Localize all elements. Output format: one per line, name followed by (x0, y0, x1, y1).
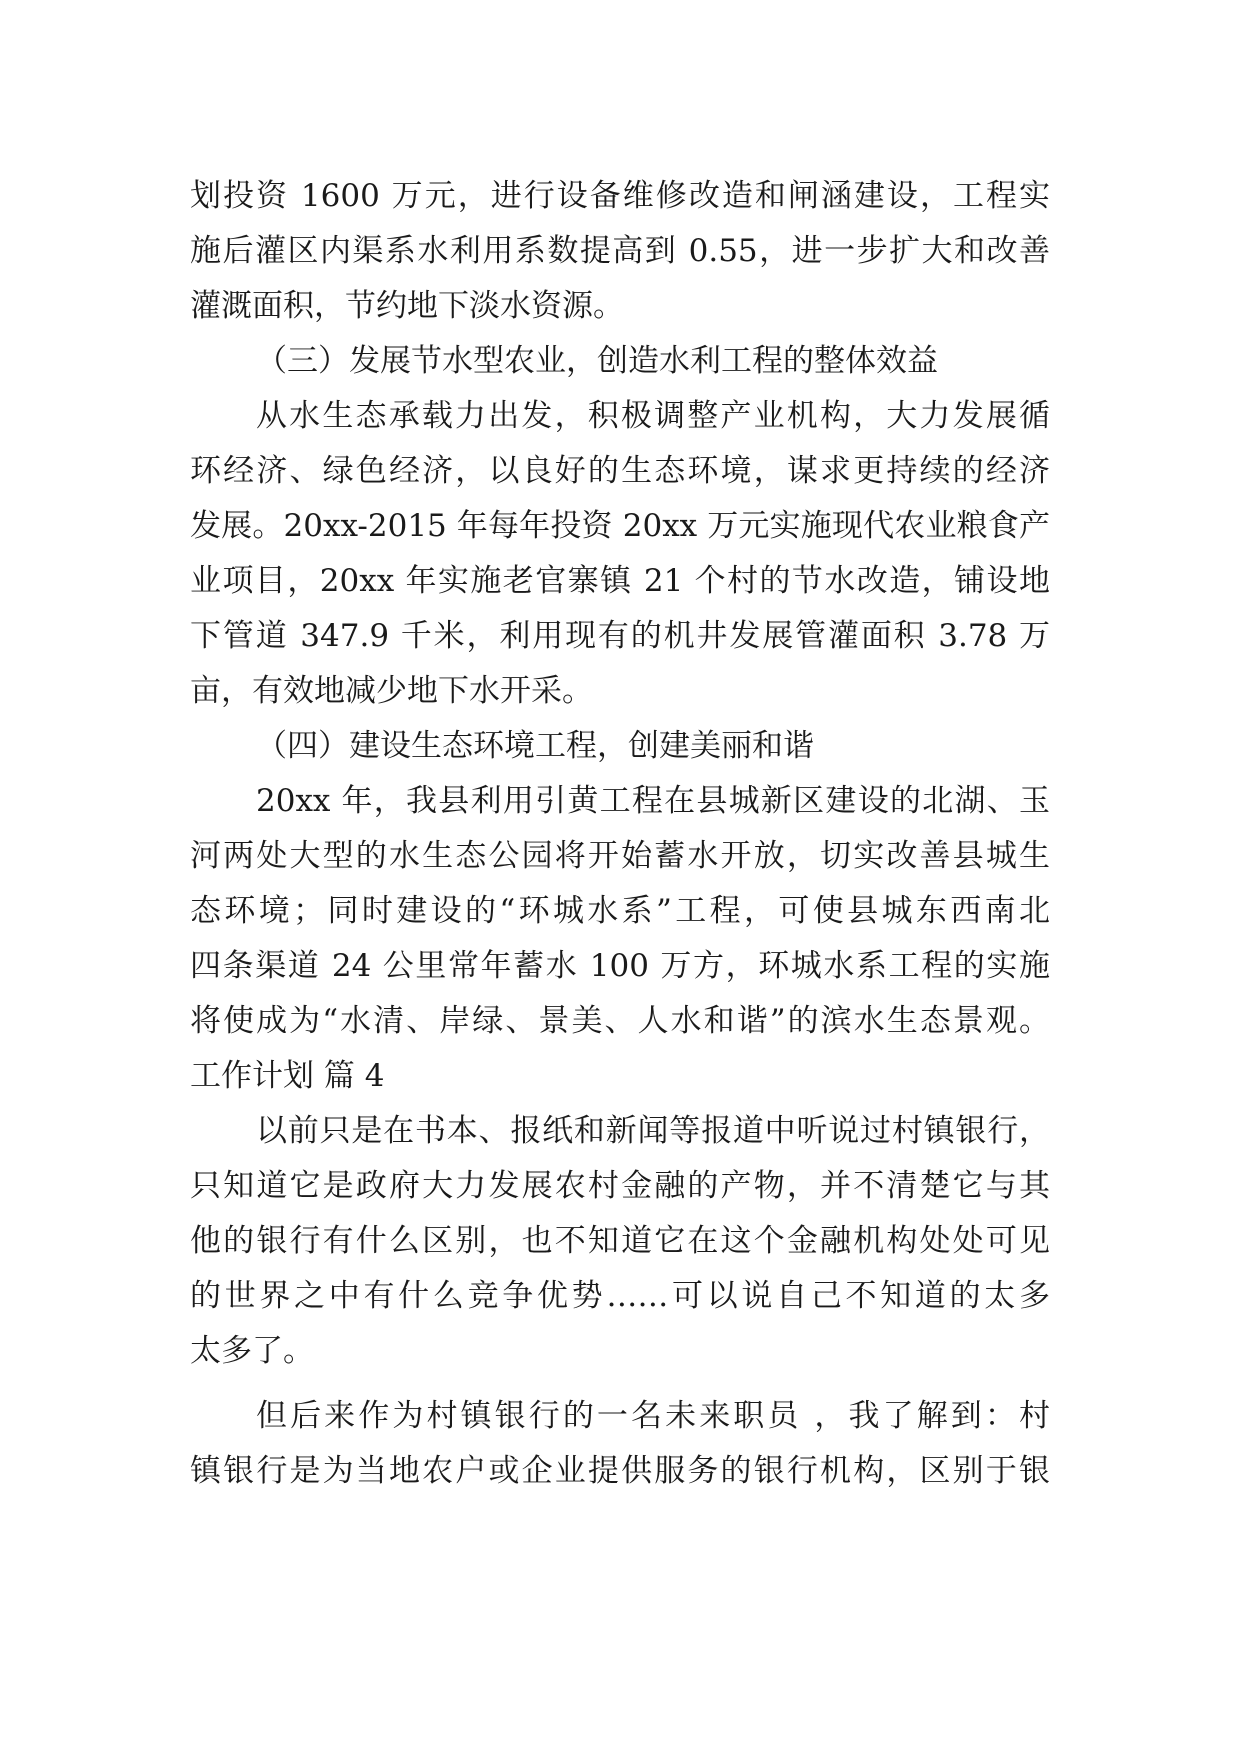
body-line: 环经济、绿色经济，以良好的生态环境，谋求更持续的经济 (190, 453, 1050, 489)
body-line: 太多了。 (190, 1333, 314, 1369)
body-line: 将使成为“水清、岸绿、景美、人水和谐”的滨水生态景观。 (190, 1003, 1050, 1039)
body-line: 从水生态承载力出发，积极调整产业机构，大力发展循 (256, 398, 1050, 434)
body-line: 他的银行有什么区别，也不知道它在这个金融机构处处可见 (190, 1223, 1050, 1259)
body-line: 镇银行是为当地农户或企业提供服务的银行机构，区别于银 (190, 1453, 1050, 1489)
part-heading: 工作计划 篇 4 (190, 1058, 385, 1094)
document-page (190, 0, 1050, 1754)
body-line: 的世界之中有什么竞争优势……可以说自己不知道的太多 (190, 1278, 1050, 1314)
section-heading: （三）发展节水型农业，创造水利工程的整体效益 (256, 343, 938, 379)
body-line: 只知道它是政府大力发展农村金融的产物，并不清楚它与其 (190, 1168, 1050, 1204)
body-line: 态环境；同时建设的“环城水系”工程，可使县城东西南北 (190, 893, 1050, 929)
body-line: 但后来作为村镇银行的一名未来职员 ，我了解到：村 (256, 1398, 1050, 1434)
body-line: 下管道 347.9 千米，利用现有的机井发展管灌面积 3.78 万 (190, 618, 1050, 654)
section-heading: （四）建设生态环境工程，创建美丽和谐 (256, 728, 814, 764)
body-line: 划投资 1600 万元，进行设备维修改造和闸涵建设，工程实 (190, 178, 1050, 214)
body-line: 以前只是在书本、报纸和新闻等报道中听说过村镇银行， (256, 1113, 1050, 1149)
body-line: 灌溉面积，节约地下淡水资源。 (190, 288, 624, 324)
body-line: 四条渠道 24 公里常年蓄水 100 万方，环城水系工程的实施 (190, 948, 1050, 984)
body-line: 亩，有效地减少地下水开采。 (190, 673, 593, 709)
body-line: 20xx 年，我县利用引黄工程在县城新区建设的北湖、玉 (256, 783, 1050, 819)
body-line: 施后灌区内渠系水利用系数提高到 0.55，进一步扩大和改善 (190, 233, 1050, 269)
body-line: 河两处大型的水生态公园将开始蓄水开放，切实改善县城生 (190, 838, 1050, 874)
body-line: 发展。20xx-2015 年每年投资 20xx 万元实施现代农业粮食产 (190, 508, 1050, 544)
body-line: 业项目，20xx 年实施老官寨镇 21 个村的节水改造，铺设地 (190, 563, 1050, 599)
